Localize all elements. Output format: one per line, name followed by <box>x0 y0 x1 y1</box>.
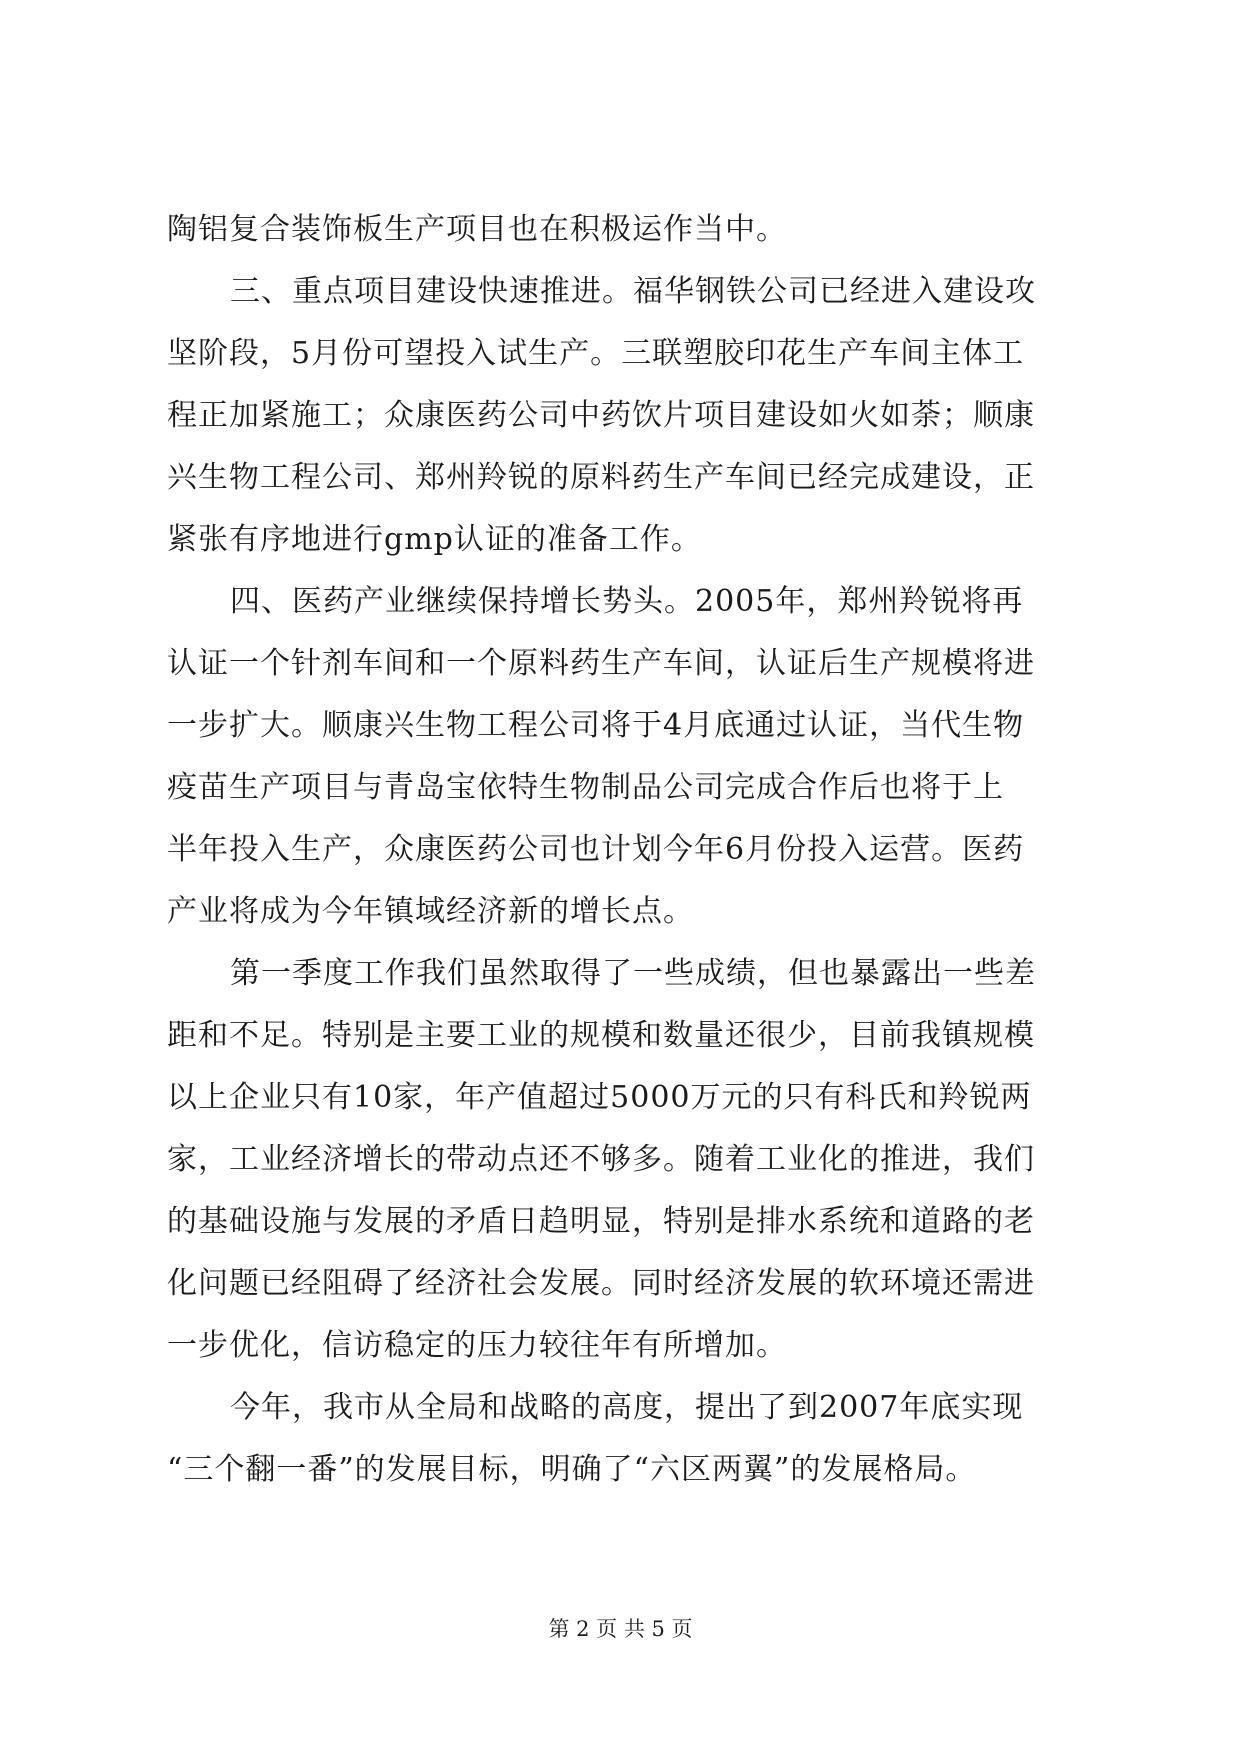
document-body <box>167 199 1082 1501</box>
text-line: 兴生物工程公司、郑州羚锐的原料药生产车间已经完成建设，正 <box>167 460 1035 495</box>
text-line: 的基础设施与发展的矛盾日趋明显，特别是排水系统和道路的老 <box>167 1204 1035 1239</box>
text-line: 陶铝复合装饰板生产项目也在积极运作当中。 <box>167 212 787 247</box>
text-line: 化问题已经阻碍了经济社会发展。同时经济发展的软环境还需进 <box>167 1266 1035 1301</box>
text-line: 程正加紧施工；众康医药公司中药饮片项目建设如火如荼；顺康 <box>167 398 1035 433</box>
text-line: 家，工业经济增长的带动点还不够多。随着工业化的推进，我们 <box>167 1142 1035 1177</box>
text-line: 坚阶段，5月份可望投入试生产。三联塑胶印花生产车间主体工 <box>167 336 1025 371</box>
text-line: 半年投入生产，众康医药公司也计划今年6月份投入运营。医药 <box>167 832 1025 867</box>
text-line: 一步优化，信访稳定的压力较往年有所增加。 <box>167 1328 787 1363</box>
text-line: 紧张有序地进行gmp认证的准备工作。 <box>167 522 702 557</box>
text-line: 认证一个针剂车间和一个原料药生产车间，认证后生产规模将进 <box>167 646 1035 681</box>
text-line: 今年，我市从全局和战略的高度，提出了到2007年底实现 <box>230 1390 1024 1425</box>
text-line: “三个翻一番”的发展目标，明确了“六区两翼”的发展格局。 <box>167 1452 977 1487</box>
text-line: 第一季度工作我们虽然取得了一些成绩，但也暴露出一些差 <box>230 956 1036 991</box>
text-line: 疫苗生产项目与青岛宝依特生物制品公司完成合作后也将于上 <box>167 770 1004 805</box>
text-line: 产业将成为今年镇域经济新的增长点。 <box>167 894 694 929</box>
text-line: 四、医药产业继续保持增长势头。2005年，郑州羚锐将再 <box>230 584 1024 619</box>
text-line: 一步扩大。顺康兴生物工程公司将于4月底通过认证，当代生物 <box>167 708 1025 743</box>
text-line: 以上企业只有10家，年产值超过5000万元的只有科氏和羚锐两 <box>167 1080 1032 1115</box>
text-line: 距和不足。特别是主要工业的规模和数量还很少，目前我镇规模 <box>167 1018 1035 1053</box>
text-line: 三、重点项目建设快速推进。福华钢铁公司已经进入建设攻 <box>230 274 1036 309</box>
page-footer: 第 2 页 共 5 页 <box>548 1617 693 1641</box>
